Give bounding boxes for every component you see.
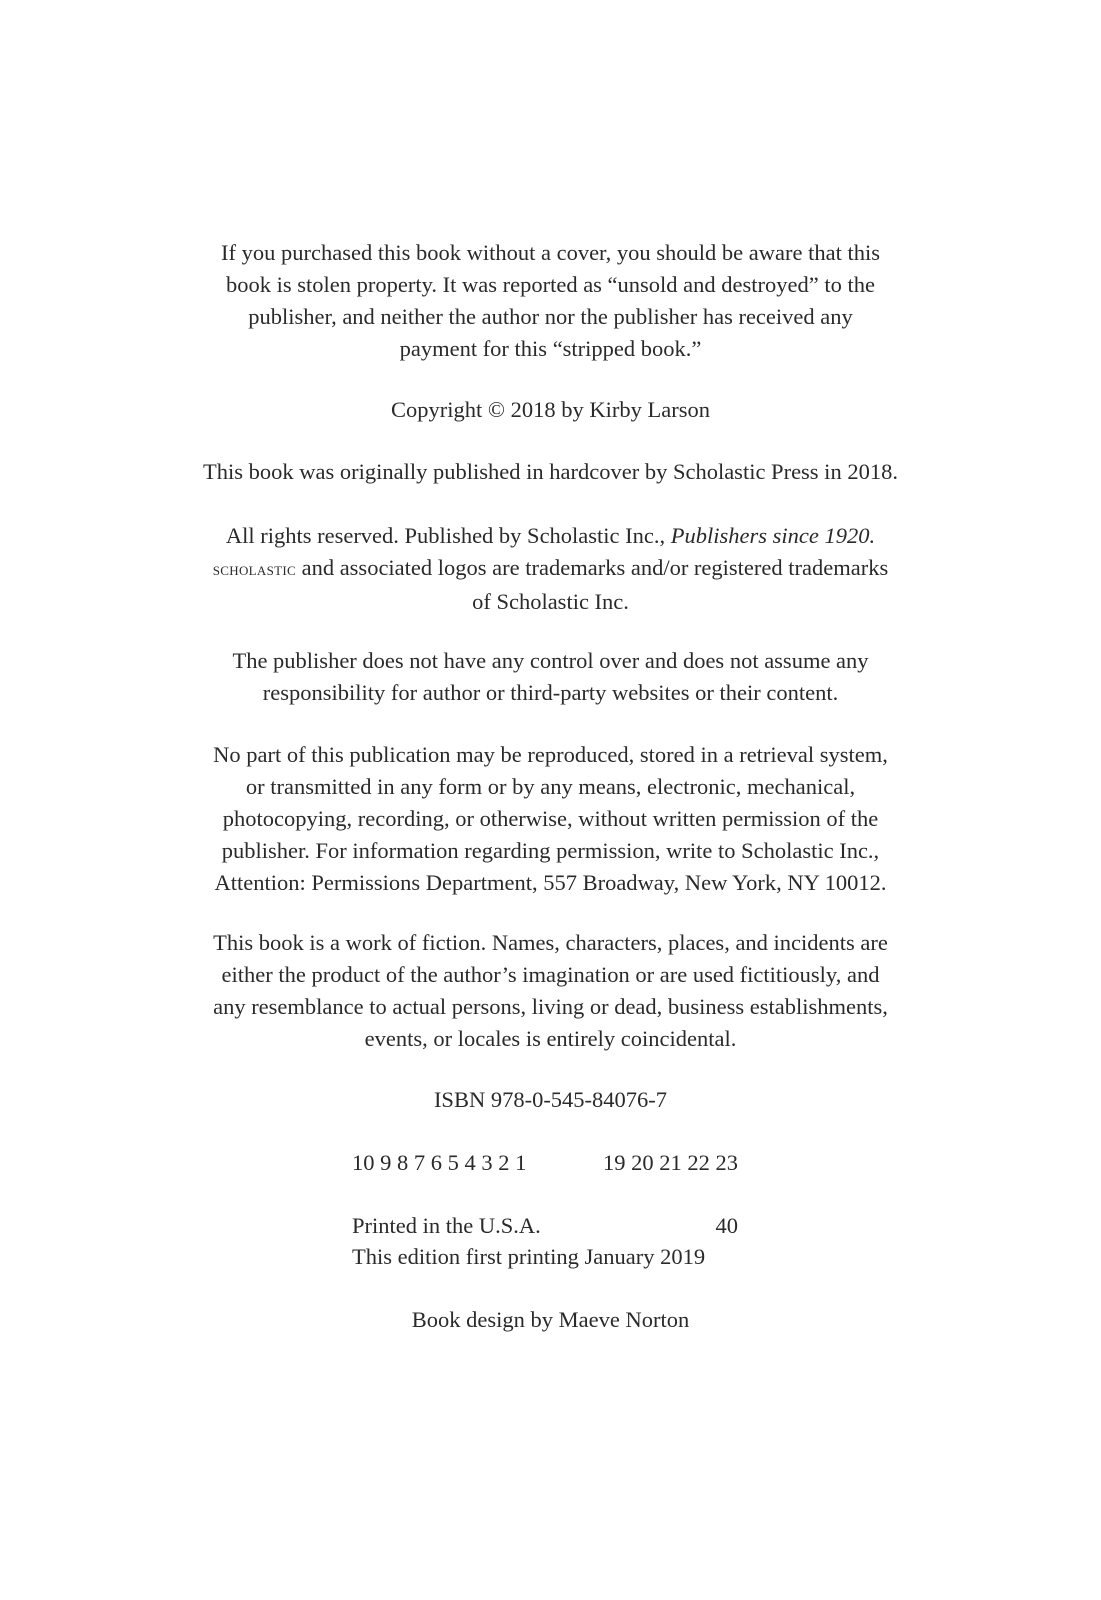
printing-numbers: 10 9 8 7 6 5 4 3 2 1 (352, 1150, 527, 1175)
scholastic-trademark-word: scholastic (212, 559, 296, 580)
publishers-since-text: Publishers since 1920. (670, 523, 876, 548)
fiction-notice (160, 927, 941, 1055)
text-line: payment for this “stripped book.” (399, 336, 702, 361)
text-line: any resemblance to actual persons, living or dead, business establishments, (213, 994, 888, 1019)
copyright-line: Copyright © 2018 by Kirby Larson (391, 397, 710, 422)
year-numbers: 19 20 21 22 23 (603, 1150, 738, 1175)
rights-notice (160, 520, 941, 618)
text-line: photocopying, recording, or otherwise, without written permission of the (222, 806, 879, 831)
text-line: This book is a work of fiction. Names, characters, places, and incidents are (213, 930, 888, 955)
text-line: events, or locales is entirely coincidental. (364, 1026, 737, 1051)
rights-line-3: of Scholastic Inc. (472, 589, 629, 614)
text-line: or transmitted in any form or by any means, electronic, mechanical, (245, 774, 856, 799)
reproduction-notice (160, 739, 941, 899)
websites-disclaimer (160, 645, 941, 709)
printing-code: 40 (715, 1213, 738, 1238)
text-line: responsibility for author or third-party websites or their content. (262, 680, 839, 705)
rights-line-2 (160, 552, 941, 586)
book-design-line: Book design by Maeve Norton (411, 1307, 690, 1332)
text-line: Attention: Permissions Department, 557 Broadway, New York, NY 10012. (214, 870, 887, 895)
edition-text: This edition first printing January 2019 (352, 1244, 706, 1269)
original-publication-line: This book was originally published in hardcover by Scholastic Press in 2018. (203, 459, 898, 484)
stripped-book-notice (160, 237, 941, 365)
text-line: No part of this publication may be reproduced, stored in a retrieval system, (213, 742, 888, 767)
rights-line-1 (160, 520, 941, 552)
printed-in: Printed in the U.S.A. (352, 1213, 541, 1238)
text-line: publisher, and neither the author nor the publisher has received any (248, 304, 853, 329)
isbn-line: ISBN 978-0-545-84076-7 (433, 1087, 668, 1112)
text-line: If you purchased this book without a cover, you should be aware that this (221, 240, 880, 265)
trademark-text: and associated logos are trademarks and/or registered trademarks (295, 555, 889, 580)
rights-text: All rights reserved. Published by Scholastic Inc., (225, 523, 671, 548)
text-line: The publisher does not have any control over and does not assume any (232, 648, 869, 673)
book-design-credit (160, 1304, 941, 1336)
copyright-notice (160, 394, 941, 426)
text-line: book is stolen property. It was reported as “unsold and destroyed” to the (225, 272, 875, 297)
text-line: publisher. For information regarding permission, write to Scholastic Inc., (221, 838, 880, 863)
original-publication-notice (160, 456, 941, 488)
text-line: either the product of the author’s imagination or are used fictitiously, and (221, 962, 880, 987)
isbn (160, 1084, 941, 1116)
